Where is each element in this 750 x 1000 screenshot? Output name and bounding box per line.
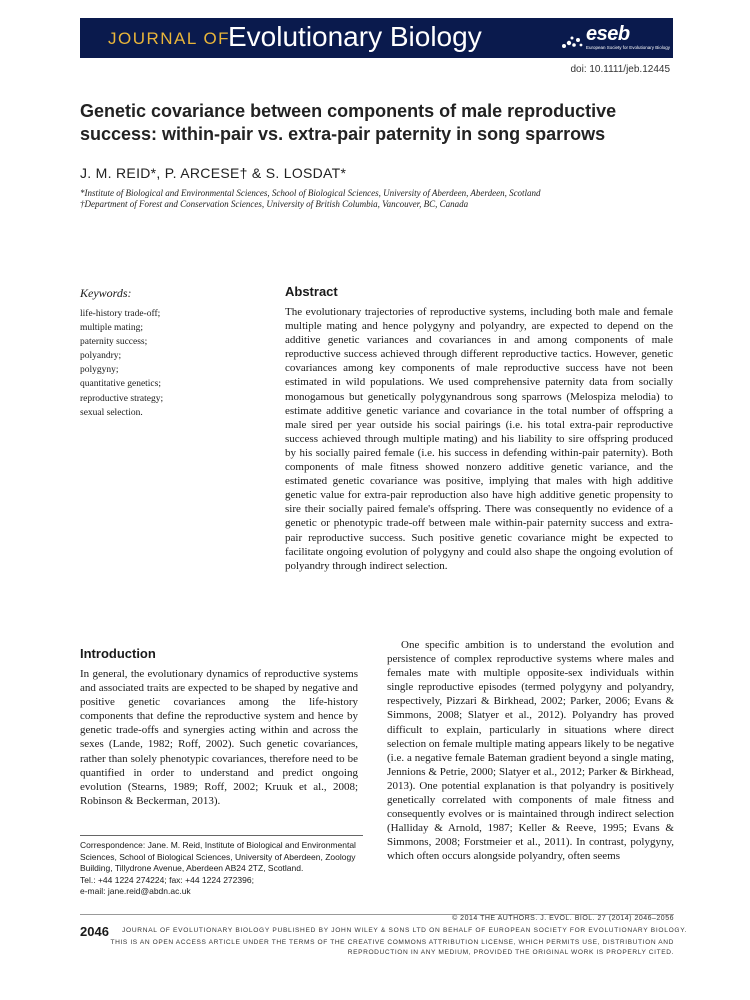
keyword-item: reproductive strategy;	[80, 393, 164, 404]
correspondence-note	[80, 835, 363, 898]
keywords-heading: Keywords:	[80, 286, 132, 300]
eseb-logo	[561, 23, 671, 53]
keyword-item: multiple mating;	[80, 323, 144, 334]
introduction-paragraph-1: In general, the evolutionary dynamics of reproductive systems and associated traits are expected to be shaped by negative and positive genetic covariances among the life-history components that define the reproductive system and hence by genetic trade-offs and synergies acting within and across the sexes (Lande, 1982; Roff, 2002). Such genetic covariances, rather than solely phenotypic covariances, therefore need to be quantified in order to understand and predict ongoing evolution (Stearns, 1989; Roff, 2002; Kruuk et al., 2008; Robinson & Beckerman, 2013).	[80, 668, 358, 807]
keyword-item: paternity success;	[80, 337, 148, 348]
logo-brand: eseb	[586, 23, 630, 45]
publisher-line: JOURNAL OF EVOLUTIONARY BIOLOGY PUBLISHED BY JOHN WILEY & SONS LTD ON BEHALF OF EUROPEAN SOCIETY FOR EVOLUTIONARY BIOLOGY.	[122, 927, 688, 934]
authors: J. M. REID*, P. ARCESE† & S. LOSDAT*	[80, 165, 347, 181]
keyword-item: sexual selection.	[80, 407, 143, 418]
abstract-heading: Abstract	[285, 284, 338, 299]
keyword-item: quantitative genetics;	[80, 379, 161, 390]
logo-dots-icon	[561, 35, 583, 49]
journal-name: Evolutionary Biology	[228, 21, 482, 52]
keyword-item: life-history trade-off;	[80, 309, 161, 319]
logo-subtitle: European Society for Evolutionary Biology	[586, 45, 671, 50]
journal-banner	[80, 18, 673, 58]
journal-prefix: JOURNAL OF	[108, 29, 231, 48]
affiliation-2: †Department of Forest and Conservation Sciences, University of British Columbia, Vancouver, BC, Canada	[80, 199, 469, 209]
keyword-item: polygyny;	[80, 365, 119, 376]
introduction-paragraph-2: One specific ambition is to understand the evolution and persistence of complex reproductive systems where males and females mate with multiple opposite-sex individuals within single reproductive episodes (termed polygyny and polyandry, respectively, Pizzari & Birkhead, 2002; Parker, 2006; Evans & Simmons, 2008; Slatyer et al., 2012). Polyandry has proved difficult to explain, particularly in situations where direct selection on female multiple mating appears likely to be negative (i.e. a negative female Bateman gradient beyond a single mating, Jennions & Petrie, 2000; Slatyer et al., 2012; Parker & Birkhead, 2013). One potential explanation is that polyandry is positively genetically correlated with components of male fitness and consequently evolves or is maintained through indirect selection (Halliday & Arnold, 1987; Keller & Reeve, 1995; Evans & Simmons, 2008; Forstmeier et al., 2011). In contrast, polygyny, which often occurs alongside polyandry, often seems	[387, 639, 674, 863]
keyword-item: polyandry;	[80, 351, 122, 362]
page-number: 2046	[80, 924, 109, 939]
doi[interactable]: doi: 10.1111/jeb.12445	[570, 64, 670, 75]
copyright-line: © 2014 THE AUTHORS. J. EVOL. BIOL. 27 (2014) 2046–2056	[452, 915, 674, 922]
abstract-body: The evolutionary trajectories of reproductive systems, including both male and female multiple mating and hence polygyny and polyandry, are expected to depend on the additive genetic variances and covariances in and among components of male reproductive success achieved through different reproductive tactics. However, genetic covariances among key components of male reproductive success have not been estimated in wild populations. We used comprehensive paternity data from socially monogamous but genetically polygynandrous song sparrows (Melospiza melodia) to estimate additive genetic variance and covariance in the total number of offspring a male sired per year outside his social pairings (i.e. his total extra-pair reproductive success achieved through multiple mating) and his liability to sire offspring produced by his socially paired female (i.e. his success in defending within-pair paternity). Both components of male fitness showed nonzero additive genetic variance, and the estimated genetic covariance was positive, implying that males with high additive genetic value for extra-pair reproduction also have high additive genetic propensity to sire their socially paired female's offspring. There was consequently no evidence of a genetic or phenotypic trade-off between male within-pair paternity success and extra-pair reproductive success. Such positive genetic covariance might be expected to facilitate ongoing evolution of polygyny and could also shape the ongoing evolution of polyandry through indirect selection.	[285, 306, 673, 572]
article-title: Genetic covariance between components of male reproductive success: within-pair vs. extra-pair paternity in song sparrows	[80, 101, 617, 144]
keywords-list	[80, 307, 163, 420]
affiliation-1: *Institute of Biological and Environmental Sciences, School of Biological Sciences, University of Aberdeen, Aberdeen, Scotland	[80, 188, 541, 198]
license-line: THIS IS AN OPEN ACCESS ARTICLE UNDER THE TERMS OF THE CREATIVE COMMONS ATTRIBUTION LICENSE, WHICH PERMITS USE, DISTRIBUTION AND REPRODUCTION IN ANY MEDIUM, PROVIDED THE ORIGINAL WORK IS PROPERLY CITED.	[110, 939, 674, 956]
correspondence-text: Correspondence: Jane. M. Reid, Institute of Biological and Environmental Sciences, School of Biological Sciences, University of Aberdeen, Zoology Building, Tillydrone Avenue, Aberdeen AB24 2TZ, Scotland.	[80, 840, 356, 873]
introduction-heading: Introduction	[80, 646, 156, 661]
correspondence-phone: Tel.: +44 1224 274224; fax: +44 1224 272396;	[80, 874, 254, 885]
correspondence-email[interactable]: e-mail: jane.reid@abdn.ac.uk	[80, 886, 191, 896]
